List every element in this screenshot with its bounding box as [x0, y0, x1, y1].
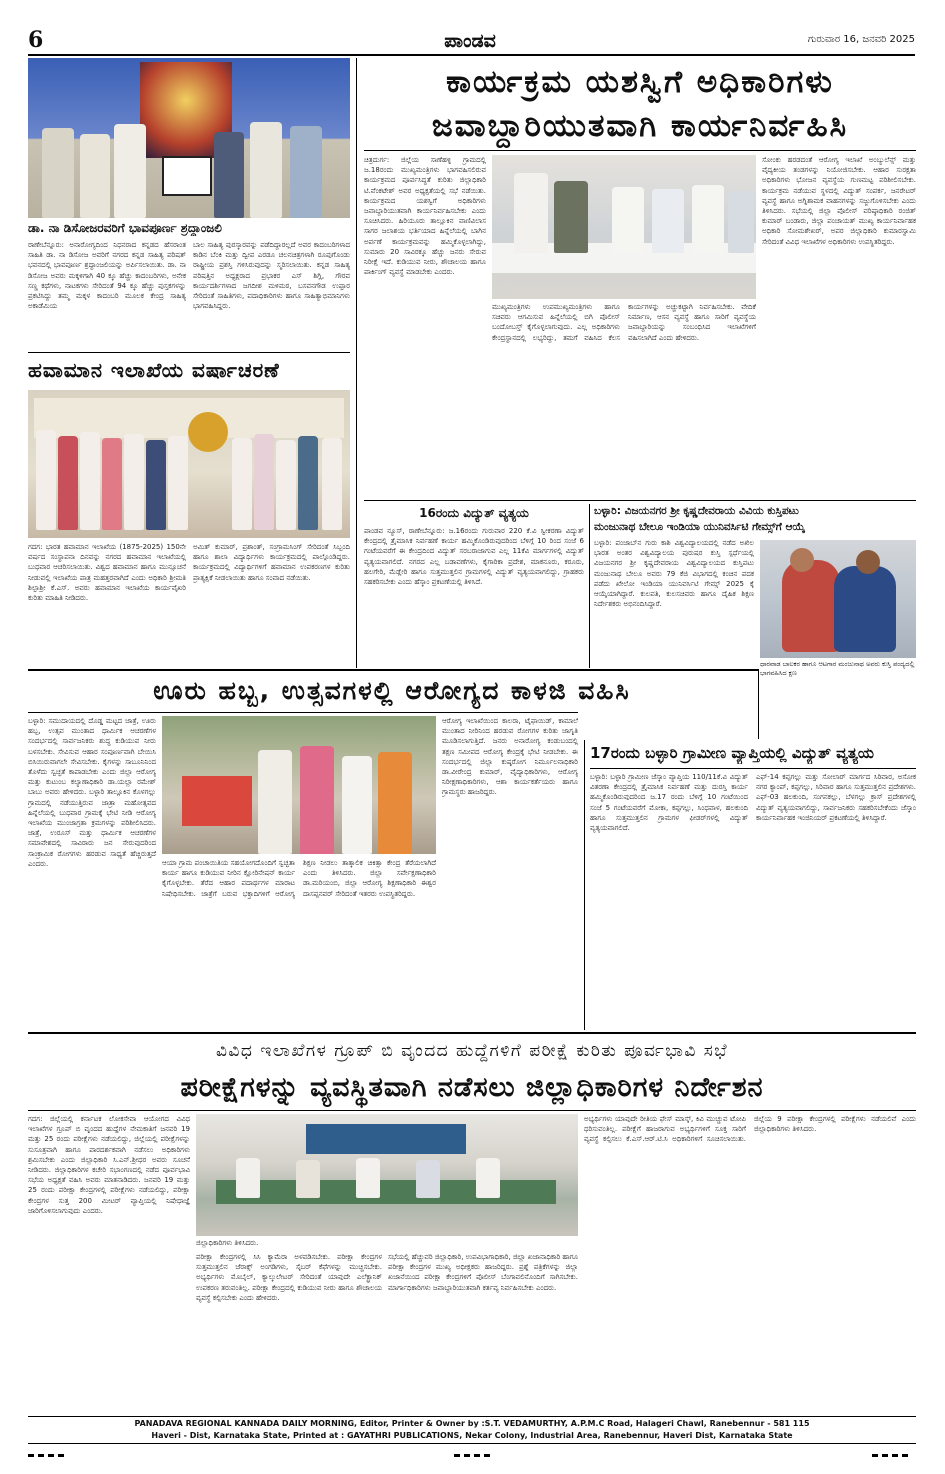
crop-mark-left: [28, 1454, 64, 1457]
power2-body-right: ಎಫ್-14 ಕಪ್ಪಗಲ್ಲು ಮತ್ತು ಸೋಲಾರ್ ಮಾರ್ಗದ ಸಿರಿವಾರ, ಅಸೋಕ ನಗರ ಕ್ಯಾಂಪ್, ಕಪ್ಪಗಲ್ಲು, ಸಿರಿವಾರ ಹಾಗೂ ಸುತ್ತಮುತ್ತಲಿನ ಪ್ರದೇಶಗಳು. ಎಫ್-03 ಹಲಕುಂದಿ, ಸಂಗನಕಲ್ಲು, ಬೆಳಗಲ್ಲು ಕ್ರಾಸ್ ಪ್ರದೇಶಗಳಲ್ಲಿ ವಿದ್ಯುತ್ ವ್ಯತ್ಯಯವಾಗಲಿದ್ದು, ಸಾರ್ವಜನಿಕರು ಸಹಕರಿಸಬೇಕೆಂದು ಜೆಸ್ಕಾಂ ಕಾರ್ಯನಿರ್ವಾಹಕ ಇಂಜಿನಿಯರ್ ಪ್ರಕಟಣೆಯಲ್ಲಿ ತಿಳಿಸಿದ್ದಾರೆ.: [756, 773, 916, 822]
main-body-right: ಸೋಂಕು ಹರಡದಂತೆ ಆರೋಗ್ಯ ಇಲಾಖೆ ಅಂಬ್ಯುಲೆನ್ಸ್ ಮತ್ತು ವೈದ್ಯಕೀಯ ತಂಡಗಳನ್ನು ನಿಯೋಜಿಸಬೇಕು. ಆಹಾರ ಸುರಕ್ಷತಾ ಅಧಿಕಾರಿಗಳು ಭೋಜನ ವ್ಯವಸ್ಥೆಯ ಗುಣಮಟ್ಟ ಪರಿಶೀಲಿಸಬೇಕು. ಕಾರ್ಯಕ್ರಮ ನಡೆಯುವ ಸ್ಥಳದಲ್ಲಿ ವಿದ್ಯುತ್ ಸಂಪರ್ಕ, ಜನರೇಟರ್ ವ್ಯವಸ್ಥೆ ಹಾಗೂ ಅಗ್ನಿಶಾಮಕ ವಾಹನಗಳನ್ನು ಸಜ್ಜುಗೊಳಿಸಬೇಕು ಎಂದು ತಿಳಿಸಿದರು. ಸಭೆಯಲ್ಲಿ ಜಿಲ್ಲಾ ಪೊಲೀಸ್ ವರಿಷ್ಠಾಧಿಕಾರಿ ರಂಜಿತ್ ಕುಮಾರ್ ಬಂಡಾರು, ಜಿಲ್ಲಾ ಪಂಚಾಯತ್ ಮುಖ್ಯ ಕಾರ್ಯನಿರ್ವಾಹಕ ಅಧಿಕಾರಿ ಸೋಮಶೇಖರ್, ಅಪರ ಜಿಲ್ಲಾಧಿಕಾರಿ ಕುಮಾರಸ್ವಾಮಿ ಸೇರಿದಂತೆ ವಿವಿಧ ಇಲಾಖೆಗಳ ಅಧಿಕಾರಿಗಳು ಉಪಸ್ಥಿತರಿದ್ದರು.: [762, 156, 916, 246]
weather-photo: [28, 390, 350, 538]
crop-mark-center: [454, 1454, 490, 1457]
tribute-body-right: ಬಾಲ ಸಾಹಿತ್ಯ ಪುರಸ್ಕಾರವನ್ನು ಪಡೆದಿದ್ದಾರಲ್ಲದೆ ಅವರ ಕಾದಂಬರಿಗಳಾದ ಕಾಡಿನ ಬೆಂಕಿ ಮತ್ತು ದ್ವೀಪ ಎರಡೂ ಚಲನಚಿತ್ರಗಳಾಗಿ ರೂಪುಗೊಂಡು ರಾಷ್ಟ್ರೀಯ ಪ್ರಶಸ್ತಿ ಗಳಿಸಿರುವುದನ್ನು ಸ್ಮರಿಸಲಾಯಿತು. ಕನ್ನಡ ಸಾಹಿತ್ಯ ಪರಿಷತ್ತಿನ ಅಧ್ಯಕ್ಷರಾದ ಪ್ರಭಾಕರ ಎಸ್ ಶಿಗ್ಲಿ, ಗೌರವ ಕಾರ್ಯದರ್ಶಿಗಳಾದ ಜಗದೀಶ ಮಳಿಮಠ, ಬಸವನಗೌಡ ಉಪ್ಪಾರ ಸೇರಿದಂತೆ ಸಾಹಿತಿಗಳು, ಪದಾಧಿಕಾರಿಗಳು ಹಾಗೂ ಸಾಹಿತ್ಯಾಭಿಮಾನಿಗಳು ಭಾಗವಹಿಸಿದ್ದರು.: [193, 241, 350, 311]
footer-imprint-line1: PANADAVA REGIONAL KANNADA DAILY MORNING, Editor, Printer & Owner by :S.T. VEDAMURTHY, A.P.M.C Road, Halageri Chawl, Ranebennur - 581 115: [134, 1419, 810, 1428]
tribute-caption: ಡಾ. ನಾ ಡಿಸೋಜರವರಿಗೆ ಭಾವಪೂರ್ಣ ಶ್ರದ್ಧಾಂಜಲಿ: [28, 221, 222, 235]
tribute-body-left: ರಾಣೇಬೆನ್ನೂರು: ಅನಾರೋಗ್ಯದಿಂದ ನಿಧನರಾದ ಕನ್ನಡದ ಹೆಸರಾಂತ ಸಾಹಿತಿ ಡಾ. ನಾ ಡಿಸೋಜ ಅವರಿಗೆ ನಗರದ ಕನ್ನಡ ಸಾಹಿತ್ಯ ಪರಿಷತ್ ಭವನದಲ್ಲಿ ಭಾವಪೂರ್ಣ ಶ್ರದ್ಧಾಂಜಲಿಯನ್ನು ಅರ್ಪಿಸಲಾಯಿತು. ಡಾ. ನಾ ಡಿಸೋಜ ಅವರು ಮಕ್ಕಳಿಗಾಗಿ 40 ಕ್ಕೂ ಹೆಚ್ಚು ಕಾದಂಬರಿಗಳು, ಅನೇಕ ಸಣ್ಣ ಕಥೆಗಳು, ನಾಟಕಗಳು ಸೇರಿದಂತೆ 94 ಕ್ಕೂ ಹೆಚ್ಚು ಪುಸ್ತಕಗಳನ್ನು ಪ್ರಕಟಿಸಿದ್ದು ತಮ್ಮ ಮಕ್ಕಳ ಕಾದಂಬರಿ ಮೂಲಕ ಕೇಂದ್ರ ಸಾಹಿತ್ಯ ಅಕಾಡೆಮಿಯ: [28, 241, 186, 311]
exam-kicker: ವಿವಿಧ ಇಲಾಖೆಗಳ ಗ್ರೂಪ್ ಬಿ ವೃಂದದ ಹುದ್ದೆಗಳಿಗೆ ಪರೀಕ್ಷೆ ಕುರಿತು ಪೂರ್ವಭಾವಿ ಸಭೆ: [215, 1041, 729, 1061]
wrestling-photo: [760, 540, 916, 658]
footer-imprint-line2: Haveri - Dist, Karnataka State, Printed at : GAYATHRI PUBLICATIONS, Nekar Colony, Industrial Area, Ranebennur, Haveri Dist, Karnataka State: [151, 1431, 793, 1440]
exam-body-mid-right: ಸಭೆಯಲ್ಲಿ ಹೆಚ್ಚುವರಿ ಜಿಲ್ಲಾಧಿಕಾರಿ, ಉಪವಿಭಾಗಾಧಿಕಾರಿ, ಜಿಲ್ಲಾ ಖಜಾನಾಧಿಕಾರಿ ಹಾಗೂ ಪರೀಕ್ಷಾ ಕೇಂದ್ರಗಳ ಮುಖ್ಯ ಅಧೀಕ್ಷಕರು ಹಾಜರಿದ್ದರು. ಪ್ರಶ್ನೆ ಪತ್ರಿಕೆಗಳನ್ನು ಜಿಲ್ಲಾ ಖಜಾನೆಯಿಂದ ಪರೀಕ್ಷಾ ಕೇಂದ್ರಗಳಿಗೆ ಪೊಲೀಸ್ ಬೆಂಗಾವಲಿನೊಂದಿಗೆ ಸಾಗಿಸಬೇಕು. ಮಾರ್ಗಾಧಿಕಾರಿಗಳು ಜವಾಬ್ದಾರಿಯುತವಾಗಿ ಕರ್ತವ್ಯ ನಿರ್ವಹಿಸಬೇಕು ಎಂದರು.: [388, 1253, 578, 1292]
festival-body-left: ಬಳ್ಳಾರಿ: ಸಮುದಾಯದಲ್ಲಿ ದೊಡ್ಡ ಮಟ್ಟದ ಜಾತ್ರೆ, ಊರು ಹಬ್ಬ, ಉತ್ಸವ ಮುಂತಾದ ಧಾರ್ಮಿಕ ಆಚರಣೆಗಳ ಸಂದರ್ಭದಲ್ಲಿ ಸಾರ್ವಜನಿಕರು ಶುದ್ಧ ಕುಡಿಯುವ ನೀರು ಬಳಸಬೇಕು. ಸೇವಿಸುವ ಆಹಾರ ಸಂಪೂರ್ಣವಾಗಿ ಬೇಯಿಸಿ ಬಿಸಿಯಿರುವಾಗಲೇ ಸೇವಿಸಬೇಕು. ಕೈಗಳನ್ನು ಸಾಬೂನಿನಿಂದ ತೊಳೆದು ಸ್ವಚ್ಛತೆ ಕಾಪಾಡಬೇಕು ಎಂದು ಜಿಲ್ಲಾ ಆರೋಗ್ಯ ಮತ್ತು ಕುಟುಂಬ ಕಲ್ಯಾಣಾಧಿಕಾರಿ ಡಾ.ಯಲ್ಲಾ ರಮೇಶ್ ಬಾಬು ಅವರು ಹೇಳಿದರು. ಬಳ್ಳಾರಿ ತಾಲ್ಲೂಕಿನ ಕೊಳಗಲ್ಲು ಗ್ರಾಮದಲ್ಲಿ ನಡೆಯುತ್ತಿರುವ ಜಾತ್ರಾ ಮಹೋತ್ಸವದ ಹಿನ್ನೆಲೆಯಲ್ಲಿ ಬುಧವಾರ ಗ್ರಾಮಕ್ಕೆ ಭೇಟಿ ನೀಡಿ ಆರೋಗ್ಯ ಇಲಾಖೆಯ ಮುಂಜಾಗ್ರತಾ ಕ್ರಮಗಳನ್ನು ಪರಿಶೀಲಿಸಿದರು. ಜಾತ್ರೆ, ಉರೂಸ್ ಮತ್ತು ಧಾರ್ಮಿಕ ಆಚರಣೆಗಳ ಸಮಾವೇಶದಲ್ಲಿ ಸಾವಿರಾರು ಜನ ಸೇರುವುದರಿಂದ ಸಾಂಕ್ರಾಮಿಕ ರೋಗಗಳು ಹರಡುವ ಸಾಧ್ಯತೆ ಹೆಚ್ಚಿರುತ್ತದೆ ಎಂದರು.: [28, 717, 156, 868]
festival-body-mid: ಆಯಾ ಗ್ರಾಮ ಪಂಚಾಯಿತಿಯ ಸಹಯೋಗದೊಂದಿಗೆ ಸ್ವಚ್ಛತಾ ಕಾರ್ಯ ಹಾಗೂ ಕುಡಿಯುವ ನೀರಿನ ಕ್ಲೋರಿನೇಷನ್ ಕಾರ್ಯ ಕೈಗೊಳ್ಳಬೇಕು. ತೆರೆದ ಆಹಾರ ಪದಾರ್ಥಗಳ ಮಾರಾಟ ನಿಷೇಧಿಸಬೇಕು. ಜಾತ್ರೆಗೆ ಬರುವ ಭಕ್ತಾದಿಗಳಿಗೆ ಆರೋಗ್ಯ ಶಿಕ್ಷಣ ನೀಡಲು ತಾತ್ಕಾಲಿಕ ಚಿಕಿತ್ಸಾ ಕೇಂದ್ರ ತೆರೆಯಲಾಗಿದೆ ಎಂದು ತಿಳಿಸಿದರು. ಜಿಲ್ಲಾ ಸರ್ವೇಕ್ಷಣಾಧಿಕಾರಿ ಡಾ.ಮರಿಯಂಬಿ, ಜಿಲ್ಲಾ ಆರೋಗ್ಯ ಶಿಕ್ಷಣಾಧಿಕಾರಿ ಈಶ್ವರ ದಾಸಪ್ಪನವರ್ ಸೇರಿದಂತೆ ಇತರರು ಉಪಸ್ಥಿತರಿದ್ದರು.: [162, 859, 436, 898]
exam-headline: ಪರೀಕ್ಷೆಗಳನ್ನು ವ್ಯವಸ್ಥಿತವಾಗಿ ನಡೆಸಲು ಜಿಲ್ಲಾಧಿಕಾರಿಗಳ ನಿರ್ದೇಶನ: [180, 1072, 764, 1103]
power2-headline: 17ರಂದು ಬಳ್ಳಾರಿ ಗ್ರಾಮೀಣ ವ್ಯಾಪ್ತಿಯಲ್ಲಿ ವಿದ್ಯುತ್ ವ್ಯತ್ಯಯ: [590, 744, 874, 762]
weather-body-right: ಅಮಿತ್ ಕುಮಾರ್, ಪ್ರಶಾಂತ್, ಸಂಗ್ರಾಮಸಿಂಗ್ ಸೇರಿದಂತೆ ಸಿಬ್ಬಂದಿ ಹಾಗೂ ಶಾಲಾ ವಿದ್ಯಾರ್ಥಿಗಳು ಕಾರ್ಯಕ್ರಮದಲ್ಲಿ ಪಾಲ್ಗೊಂಡಿದ್ದರು. ಕಾರ್ಯಕ್ರಮದಲ್ಲಿ ವಿದ್ಯಾರ್ಥಿಗಳಿಗೆ ಹವಾಮಾನ ಉಪಕರಣಗಳ ಕುರಿತು ಪ್ರಾತ್ಯಕ್ಷಿಕೆ ನೀಡಲಾಯಿತು ಹಾಗೂ ಸಂವಾದ ನಡೆಯಿತು.: [193, 543, 350, 582]
header-rule: [28, 54, 915, 56]
meeting-photo: [492, 155, 756, 299]
table-portrait: [162, 156, 212, 196]
wrestling-caption: ಧಾರವಾಡ ಬಾಲಕರ ಹಾಗೂ ಆಟಗಾರ ಮಂಜುನಾಥ ಅವರು ಕುಸ್ತಿ ಪಂದ್ಯದಲ್ಲಿ ಭಾಗವಹಿಸಿದ ಕ್ಷಣ: [760, 660, 915, 677]
power1-body: ಪಾಂಡವ ನ್ಯೂಸ್, ರಾಣೇಬೆನ್ನೂರು: ಜ.16ರಂದು ಗುರುವಾರ 220 ಕೆ.ವಿ ಸ್ವೀಕರಣಾ ವಿದ್ಯುತ್ ಕೇಂದ್ರದಲ್ಲಿ ತ್ರೈಮಾಸಿಕ ನಿರ್ವಹಣೆ ಕಾರ್ಯ ಹಮ್ಮಿಕೊಂಡಿರುವುದರಿಂದ ಬೆಳಿಗ್ಗೆ 10 ರಿಂದ ಸಂಜೆ 6 ಗಂಟೆಯವರೆಗೆ ಈ ಕೇಂದ್ರದಿಂದ ವಿದ್ಯುತ್ ಸರಬರಾಜಾಗುವ ಎಲ್ಲ 11ಕೆವಿ ಮಾರ್ಗಗಳಲ್ಲಿ ವಿದ್ಯುತ್ ವ್ಯತ್ಯಯವಾಗಲಿದೆ. ನಗರದ ಎಲ್ಲ ಬಡಾವಣೆಗಳು, ಕೈಗಾರಿಕಾ ಪ್ರದೇಶ, ಮಾಕನೂರು, ಕರೂರು, ಹಲಗೇರಿ, ಮೆಡ್ಲೇರಿ ಹಾಗೂ ಸುತ್ತಮುತ್ತಲಿನ ಗ್ರಾಮಗಳಲ್ಲಿ ವಿದ್ಯುತ್ ವ್ಯತ್ಯಯವಾಗಲಿದ್ದು, ಗ್ರಾಹಕರು ಸಹಕರಿಸಬೇಕು ಎಂದು ಹೆಸ್ಕಾಂ ಪ್ರಕಟಣೆಯಲ್ಲಿ ತಿಳಿಸಿದೆ.: [364, 527, 584, 587]
exam-body-mid-left: ಪರೀಕ್ಷಾ ಕೇಂದ್ರಗಳಲ್ಲಿ ಸಿಸಿ ಕ್ಯಾಮೆರಾ ಅಳವಡಿಸಬೇಕು. ಪರೀಕ್ಷಾ ಕೇಂದ್ರಗಳ ಸುತ್ತಮುತ್ತಲಿನ ಜೆರಾಕ್ಸ್ ಅಂಗಡಿಗಳು, ಸೈಬರ್ ಕೆಫೆಗಳನ್ನು ಮುಚ್ಚಿಸಬೇಕು. ಅಭ್ಯರ್ಥಿಗಳು ಮೊಬೈಲ್, ಕ್ಯಾಲ್ಕುಲೇಟರ್ ಸೇರಿದಂತೆ ಯಾವುದೇ ಎಲೆಕ್ಟ್ರಾನಿಕ್ ಉಪಕರಣ ತರುವಂತಿಲ್ಲ. ಪರೀಕ್ಷಾ ಕೇಂದ್ರದಲ್ಲಿ ಕುಡಿಯುವ ನೀರು ಹಾಗೂ ಶೌಚಾಲಯ ವ್ಯವಸ್ಥೆ ಕಲ್ಪಿಸಬೇಕು ಎಂದು ಹೇಳಿದರು.: [196, 1253, 382, 1302]
main-body-mid: ಮುಖ್ಯಮಂತ್ರಿಗಳು ಉಪಮುಖ್ಯಮಂತ್ರಿಗಳು ಹಾಗೂ ಸಚಿವರು ಆಗಮಿಸುವ ಹಿನ್ನೆಲೆಯಲ್ಲಿ ಬಿಗಿ ಪೊಲೀಸ್ ಬಂದೋಬಸ್ತ್ ಕೈಗೊಳ್ಳಲಾಗುವುದು. ಎಲ್ಲ ಅಧಿಕಾರಿಗಳು ಕೇಂದ್ರಸ್ಥಾನದಲ್ಲಿ ಲಭ್ಯರಿದ್ದು, ತಮಗೆ ವಹಿಸಿದ ಕೆಲಸ ಕಾರ್ಯಗಳನ್ನು ಅಚ್ಚುಕಟ್ಟಾಗಿ ನಿರ್ವಹಿಸಬೇಕು. ವೇದಿಕೆ ನಿರ್ಮಾಣ, ಆಸನ ವ್ಯವಸ್ಥೆ ಹಾಗೂ ಸಾರಿಗೆ ವ್ಯವಸ್ಥೆಯ ಜವಾಬ್ದಾರಿಯನ್ನು ಸಂಬಂಧಿಸಿದ ಇಲಾಖೆಗಳಿಗೆ ವಹಿಸಲಾಗಿದೆ ಎಂದು ಹೇಳಿದರು.: [492, 303, 756, 342]
header-date: ಗುರುವಾರ 16, ಜನವರಿ 2025: [807, 34, 915, 45]
power1-headline: 16ರಂದು ವಿದ್ಯುತ್ ವ್ಯತ್ಯಯ: [419, 506, 529, 520]
weather-headline: ಹವಾಮಾನ ಇಲಾಖೆಯ ವರ್ಷಾಚರಣೆ: [28, 358, 280, 382]
tribute-photo: [28, 58, 350, 218]
festival-photo: [162, 716, 436, 854]
exam-photo-caption: ಜಿಲ್ಲಾಧಿಕಾರಿಗಳು ತಿಳಿಸಿದರು.: [196, 1239, 259, 1247]
page-number: 6: [28, 27, 44, 53]
main-headline-line2: ಜವಾಬ್ದಾರಿಯುತವಾಗಿ ಕಾರ್ಯನಿರ್ವಹಿಸಿ: [431, 108, 849, 144]
power2-body-left: ಬಳ್ಳಾರಿ: ಬಳ್ಳಾರಿ ಗ್ರಾಮೀಣ ಜೆಸ್ಕಾಂ ವ್ಯಾಪ್ತಿಯ 110/11ಕೆ.ವಿ ವಿದ್ಯುತ್ ವಿತರಣಾ ಕೇಂದ್ರದಲ್ಲಿ ತ್ರೈಮಾಸಿಕ ನಿರ್ವಹಣೆ ಮತ್ತು ದುರಸ್ತಿ ಕಾರ್ಯ ಹಮ್ಮಿಕೊಂಡಿರುವುದರಿಂದ ಜ.17 ರಂದು ಬೆಳಿಗ್ಗೆ 10 ಗಂಟೆಯಿಂದ ಸಂಜೆ 5 ಗಂಟೆಯವರೆಗೆ ಮೋಕಾ, ಕಪ್ಪಗಲ್ಲು, ಸಿಂಧವಾಳ, ಹಲಕುಂದಿ ಹಾಗೂ ಸುತ್ತಮುತ್ತಲಿನ ಗ್ರಾಮಗಳ ಫೀಡರ್‌ಗಳಲ್ಲಿ ವಿದ್ಯುತ್ ವ್ಯತ್ಯಯವಾಗಲಿದೆ.: [590, 773, 748, 833]
exam-body-left: ಗದಗ: ಜಿಲ್ಲೆಯಲ್ಲಿ ಕರ್ನಾಟಕ ಲೋಕಸೇವಾ ಆಯೋಗದ ವಿವಿಧ ಇಲಾಖೆಗಳ ಗ್ರೂಪ್ ಬಿ ವೃಂದದ ಹುದ್ದೆಗಳ ನೇಮಕಾತಿಗೆ ಜನವರಿ 19 ಮತ್ತು 25 ರಂದು ಪರೀಕ್ಷೆಗಳು ನಡೆಯಲಿದ್ದು, ಜಿಲ್ಲೆಯಲ್ಲಿ ಪರೀಕ್ಷೆಗಳನ್ನು ಸುಸೂತ್ರವಾಗಿ ಹಾಗೂ ಪಾರದರ್ಶಕವಾಗಿ ನಡೆಸಲು ಅಧಿಕಾರಿಗಳು ಶ್ರಮಿಸಬೇಕು ಎಂದು ಜಿಲ್ಲಾಧಿಕಾರಿ ಸಿ.ಎನ್.ಶ್ರೀಧರ ಅವರು ಸೂಚನೆ ನೀಡಿದರು. ಜಿಲ್ಲಾಧಿಕಾರಿಗಳ ಕಚೇರಿ ಸಭಾಂಗಣದಲ್ಲಿ ನಡೆದ ಪೂರ್ವಭಾವಿ ಸಭೆಯ ಅಧ್ಯಕ್ಷತೆ ವಹಿಸಿ ಅವರು ಮಾತನಾಡಿದರು. ಜನವರಿ 19 ಮತ್ತು 25 ರಂದು ಪರೀಕ್ಷಾ ಕೇಂದ್ರಗಳಲ್ಲಿ ಪರೀಕ್ಷೆಗಳು ನಡೆಯಲಿದ್ದು, ಪರೀಕ್ಷಾ ಕೇಂದ್ರಗಳ ಸುತ್ತ 200 ಮೀಟರ್ ವ್ಯಾಪ್ತಿಯಲ್ಲಿ ನಿಷೇಧಾಜ್ಞೆ ಜಾರಿಗೊಳಿಸಲಾಗುವುದು ಎಂದರು.: [28, 1115, 190, 1215]
wrestling-headline-line1: ಬಳ್ಳಾರಿ: ವಿಜಯನಗರ ಶ್ರೀ ಕೃಷ್ಣದೇವರಾಯ ವಿವಿಯ ಕುಸ್ತಿಪಟು: [594, 505, 799, 517]
main-headline-line1: ಕಾರ್ಯಕ್ರಮ ಯಶಸ್ವಿಗೆ ಅಧಿಕಾರಿಗಳು: [446, 64, 834, 100]
main-body-left: ಚಿತ್ರದುರ್ಗ: ಜಿಲ್ಲೆಯ ಸಾಣೆಹಳ್ಳಿ ಗ್ರಾಮದಲ್ಲಿ ಜ.18ರಂದು ಮುಖ್ಯಮಂತ್ರಿಗಳು ಭಾಗವಹಿಸಲಿರುವ ಕಾರ್ಯಕ್ರಮದ ಪೂರ್ವಸಿದ್ಧತೆ ಕುರಿತು ಜಿಲ್ಲಾಧಿಕಾರಿ ಟಿ.ವೆಂಕಟೇಶ್ ಅವರ ಅಧ್ಯಕ್ಷತೆಯಲ್ಲಿ ಸಭೆ ನಡೆಯಿತು. ಕಾರ್ಯಕ್ರಮದ ಯಶಸ್ವಿಗೆ ಅಧಿಕಾರಿಗಳು ಜವಾಬ್ದಾರಿಯುತವಾಗಿ ಕಾರ್ಯನಿರ್ವಹಿಸಬೇಕು ಎಂದು ಸೂಚಿಸಿದರು. ಹಿರಿಯೂರು ತಾಲ್ಲೂಕಿನ ವಾಣಿವಿಲಾಸ ಸಾಗರ ಜಲಾಶಯ ಭರ್ತಿಯಾದ ಹಿನ್ನೆಲೆಯಲ್ಲಿ ಬಾಗಿನ ಅರ್ಪಣೆ ಕಾರ್ಯಕ್ರಮವನ್ನು ಹಮ್ಮಿಕೊಳ್ಳಲಾಗಿದ್ದು, ಸುಮಾರು 20 ಸಾವಿರಕ್ಕೂ ಹೆಚ್ಚು ಜನರು ಸೇರುವ ನಿರೀಕ್ಷೆ ಇದೆ. ಕುಡಿಯುವ ನೀರು, ಶೌಚಾಲಯ ಹಾಗೂ ಪಾರ್ಕಿಂಗ್ ವ್ಯವಸ್ಥೆ ಮಾಡಬೇಕು ಎಂದರು.: [364, 156, 486, 277]
exam-meeting-photo: [196, 1114, 578, 1236]
wrestling-headline-line2: ಮಂಜುನಾಥ ಬೇಲೂ ಇಂಡಿಯಾ ಯುನಿವರ್ಸಿಟಿ ಗೇಮ್ಸ್‌ಗೆ ಆಯ್ಕೆ: [594, 521, 806, 533]
exam-body-right: ಅಭ್ಯರ್ಥಿಗಳು ಯಾವುದೇ ರೀತಿಯ ಫೇಸ್ ಮಾಸ್ಕ್, ಕಿವಿ ಮುಚ್ಚುವ ಟೋಪಿ ಧರಿಸುವಂತಿಲ್ಲ. ಪರೀಕ್ಷೆಗೆ ಹಾಜರಾಗುವ ಅಭ್ಯರ್ಥಿಗಳಿಗೆ ಸೂಕ್ತ ಸಾರಿಗೆ ವ್ಯವಸ್ಥೆ ಕಲ್ಪಿಸಲು ಕೆ.ಎಸ್.ಆರ್.ಟಿ.ಸಿ ಅಧಿಕಾರಿಗಳಿಗೆ ಸೂಚಿಸಲಾಯಿತು. ಜಿಲ್ಲೆಯ 9 ಪರೀಕ್ಷಾ ಕೇಂದ್ರಗಳಲ್ಲಿ ಪರೀಕ್ಷೆಗಳು ನಡೆಯಲಿವೆ ಎಂದು ಜಿಲ್ಲಾಧಿಕಾರಿಗಳು ತಿಳಿಸಿದರು.: [584, 1115, 916, 1144]
crop-mark-right: [872, 1454, 908, 1457]
festival-headline: ಊರು ಹಬ್ಬ, ಉತ್ಸವಗಳಲ್ಲಿ ಆರೋಗ್ಯದ ಕಾಳಜಿ ವಹಿಸಿ: [153, 676, 631, 705]
banner-icon: [188, 412, 228, 452]
festival-body-right: ಆರೋಗ್ಯ ಇಲಾಖೆಯಿಂದ ಕಾಲರಾ, ಟೈಫಾಯಿಡ್, ಕಾಮಾಲೆ ಮುಂತಾದ ನೀರಿನಿಂದ ಹರಡುವ ರೋಗಗಳ ಕುರಿತು ಜಾಗೃತಿ ಮೂಡಿಸಲಾಗುತ್ತಿದೆ. ಜನರು ಅನಾರೋಗ್ಯ ಕಂಡುಬಂದಲ್ಲಿ ತಕ್ಷಣ ಸಮೀಪದ ಆರೋಗ್ಯ ಕೇಂದ್ರಕ್ಕೆ ಭೇಟಿ ನೀಡಬೇಕು. ಈ ಸಂದರ್ಭದಲ್ಲಿ ಜಿಲ್ಲಾ ಕುಷ್ಠರೋಗ ನಿರ್ಮೂಲನಾಧಿಕಾರಿ ಡಾ.ವೀರೇಂದ್ರ ಕುಮಾರ್, ವೈದ್ಯಾಧಿಕಾರಿಗಳು, ಆರೋಗ್ಯ ನಿರೀಕ್ಷಣಾಧಿಕಾರಿಗಳು, ಆಶಾ ಕಾರ್ಯಕರ್ತೆಯರು ಹಾಗೂ ಗ್ರಾಮಸ್ಥರು ಹಾಜರಿದ್ದರು.: [442, 717, 578, 797]
wrestling-body: ಬಳ್ಳಾರಿ: ಪಂಜಾಬ್‌ನ ಗುರು ಕಾಶಿ ವಿಶ್ವವಿದ್ಯಾಲಯದಲ್ಲಿ ನಡೆದ ಅಖಿಲ ಭಾರತ ಅಂತರ ವಿಶ್ವವಿದ್ಯಾಲಯ ಪುರುಷರ ಕುಸ್ತಿ ಸ್ಪರ್ಧೆಯಲ್ಲಿ ವಿಜಯನಗರ ಶ್ರೀ ಕೃಷ್ಣದೇವರಾಯ ವಿಶ್ವವಿದ್ಯಾಲಯದ ಕುಸ್ತಿಪಟು ಮಂಜುನಾಥ ಬೇಲೂ ಅವರು 79 ಕೆಜಿ ವಿಭಾಗದಲ್ಲಿ ಕಂಚಿನ ಪದಕ ಪಡೆದು ಖೇಲೋ ಇಂಡಿಯಾ ಯುನಿವರ್ಸಿಟಿ ಗೇಮ್ಸ್ 2025 ಕ್ಕೆ ಆಯ್ಕೆಯಾಗಿದ್ದಾರೆ. ಕುಲಪತಿ, ಕುಲಸಚಿವರು ಹಾಗೂ ದೈಹಿಕ ಶಿಕ್ಷಣ ನಿರ್ದೇಶಕರು ಅಭಿನಂದಿಸಿದ್ದಾರೆ.: [594, 539, 754, 609]
masthead: ಪಾಂಡವ: [444, 30, 496, 52]
weather-body-left: ಗದಗ: ಭಾರತ ಹವಾಮಾನ ಇಲಾಖೆಯ (1875-2025) 150ನೇ ವರ್ಷದ ಸಂಸ್ಥಾಪನಾ ದಿನವನ್ನು ನಗರದ ಹವಾಮಾನ ಇಲಾಖೆಯಲ್ಲಿ ಬುಧವಾರ ಆಚರಿಸಲಾಯಿತು. ವಿಶ್ವದ ಹವಾಮಾನ ಹಾಗೂ ಮುನ್ಸೂಚನೆ ನೀಡುವಲ್ಲಿ ಇಲಾಖೆಯ ಪಾತ್ರ ಮಹತ್ತರವಾಗಿದೆ ಎಂದು ಅಧಿಕಾರಿ ಶ್ರೀಮತಿ ಶಿಲ್ಪಾಶ್ರೀ ಕೆ.ಎಸ್. ಅವರು ಹವಾಮಾನ ಇಲಾಖೆಯ ಕಾರ್ಯವೈಖರಿ ಕುರಿತು ಮಾಹಿತಿ ನೀಡಿದರು.: [28, 543, 186, 603]
